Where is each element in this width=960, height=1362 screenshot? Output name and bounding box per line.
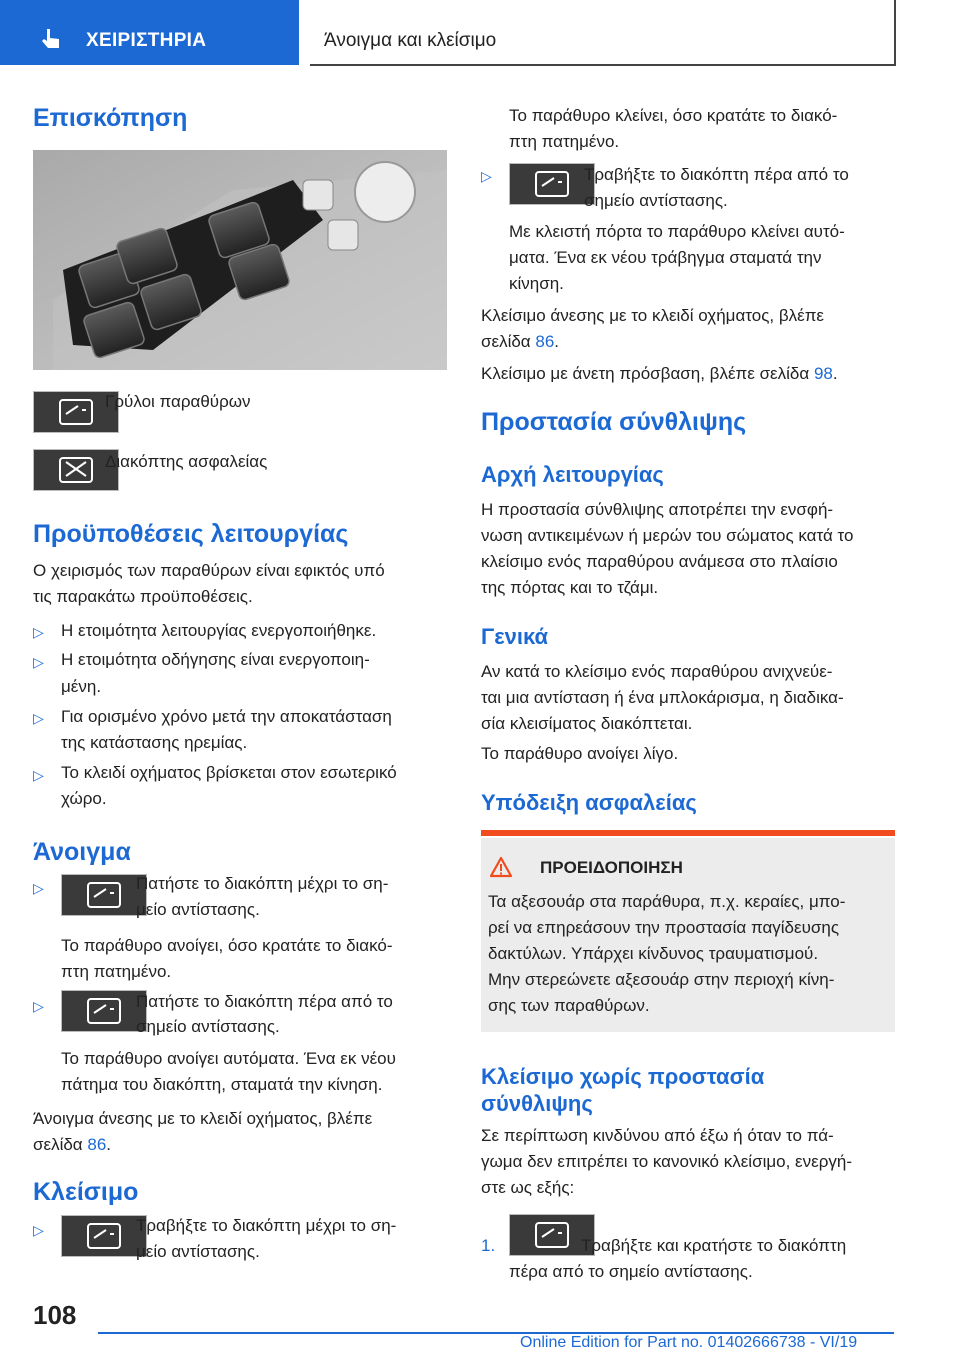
window-switch-photo — [33, 150, 447, 370]
safety-heading: Υπόδειξη ασφαλείας — [481, 790, 697, 815]
prereq-item-1: Η ετοιμότητα λειτουργίας ενεργοποιήθηκε. — [61, 621, 377, 640]
hand-pointer-icon — [38, 26, 64, 52]
prereq-item-2b: μένη. — [61, 677, 102, 696]
bullet-icon: ▷ — [481, 168, 492, 184]
step-number: 1. — [481, 1236, 496, 1255]
noprotect-text-3: στε ως εξής: — [481, 1178, 575, 1197]
opening-step1-result-a: Το παράθυρο ανοίγει, όσο κρατάτε το διακό- — [61, 936, 393, 955]
step1-text-2: πέρα από το σημείο αντίστασης. — [509, 1262, 753, 1281]
header-divider-vertical — [894, 0, 896, 66]
warning-text-4: Μην στερεώνετε αξεσουάρ στην περιοχή κίνη- — [488, 970, 835, 989]
prereq-item-4a: Το κλειδί οχήματος βρίσκεται στον εσωτερικό — [61, 763, 397, 782]
noprotect-heading-1: Κλείσιμο χωρίς προστασία — [481, 1064, 765, 1089]
general-text-4: Το παράθυρο ανοίγει λίγο. — [481, 744, 679, 763]
opening-step1-a: Πατήστε το διακόπτη μέχρι το ση- — [136, 874, 389, 893]
prereq-item-3b: της κατάστασης ηρεμίας. — [61, 733, 248, 752]
warning-text-3: δακτύλων. Υπάρχει κίνδυνος τραυματισμού. — [488, 944, 819, 963]
page-number: 108 — [33, 1300, 77, 1330]
principle-heading: Αρχή λειτουργίας — [481, 462, 664, 487]
closing-step2-b: σημείο αντίστασης. — [584, 191, 728, 210]
warning-text-1: Τα αξεσουάρ στα παράθυρα, π.χ. κεραίες, μπο- — [488, 892, 846, 911]
bullet-icon: ▷ — [33, 998, 44, 1014]
closing-step2-a: Τραβήξτε το διακόπτη πέρα από το — [584, 165, 849, 184]
opening-step1-b: μείο αντίστασης. — [136, 900, 260, 919]
window-switch-icon — [510, 164, 594, 204]
page-link-86[interactable]: 86 — [87, 1135, 107, 1154]
section-tab-label: ΧΕΙΡΙΣΤΗΡΙΑ — [86, 30, 207, 51]
bullet-icon: ▷ — [33, 767, 44, 783]
closing-step2-result-c: κίνηση. — [509, 274, 564, 293]
footer-edition: Online Edition for Part no. 01402666738 - VI/19 — [520, 1334, 858, 1351]
opening-step2-result-a: Το παράθυρο ανοίγει αυτόματα. Ένα εκ νέου — [61, 1049, 396, 1068]
closing-step1-result-b: πτη πατημένο. — [509, 132, 620, 151]
bullet-icon: ▷ — [33, 710, 44, 726]
general-text-3: σία κλεισίματος διακόπτεται. — [481, 714, 693, 733]
bullet-icon: ▷ — [33, 624, 44, 640]
window-switch-key — [61, 990, 147, 1032]
noprotect-text-2: γωμα δεν επιτρέπει το κανονικό κλείσιμο, ενεργή- — [481, 1152, 852, 1171]
keyless-close: Κλείσιμο με άνετη πρόσβαση, βλέπε σελίδα 98. — [481, 364, 838, 383]
window-switch-key — [61, 1215, 147, 1257]
warning-triangle-icon — [489, 856, 513, 878]
legend-label-window: Γρύλοι παραθύρων — [105, 392, 251, 411]
page-title: Άνοιγμα και κλείσιμο — [324, 30, 497, 51]
closing-step2-result-b: ματα. Ένα εκ νέου τράβηγμα σταματά την — [509, 248, 822, 267]
window-switch-icon — [62, 991, 146, 1031]
general-heading: Γενικά — [481, 624, 549, 649]
opening-step2-b: σημείο αντίστασης. — [136, 1017, 280, 1036]
step1-text-1: Τραβήξτε και κρατήστε το διακόπτη — [581, 1236, 847, 1255]
general-text-1: Αν κατά το κλείσιμο ενός παραθύρου ανιχνεύε- — [481, 662, 833, 681]
comfort-open-line1: Άνοιγμα άνεσης με το κλειδί οχήματος, βλέπε — [33, 1109, 373, 1128]
page-link-86[interactable]: 86 — [535, 332, 555, 351]
prereq-heading: Προϋποθέσεις λειτουργίας — [33, 520, 349, 548]
pinch-heading: Προστασία σύνθλιψης — [481, 408, 747, 436]
comfort-open-line2: σελίδα 86. — [33, 1135, 112, 1154]
general-text-2: ται μια αντίσταση ή ένα μπλοκάρισμα, η διαδικα- — [481, 688, 844, 707]
prereq-intro-1: Ο χειρισμός των παραθύρων είναι εφικτός υπό — [33, 561, 385, 580]
window-switch-icon — [62, 875, 146, 915]
noprotect-text-1: Σε περίπτωση κινδύνου από έξω ή όταν το πά- — [481, 1126, 834, 1145]
opening-step1-result-b: πτη πατημένο. — [61, 962, 172, 981]
section-tab[interactable] — [0, 0, 299, 65]
prereq-item-4b: χώρο. — [61, 789, 107, 808]
principle-text-3: κλείσιμο ενός παραθύρου ανάμεσα στο πλαίσιο — [481, 552, 838, 571]
principle-text-2: νωση αντικειμένων ή μερών του σώματος κατά το — [481, 526, 854, 545]
bullet-icon: ▷ — [33, 880, 44, 896]
window-switch-icon — [62, 1216, 146, 1256]
closing-step2-result-a: Με κλειστή πόρτα το παράθυρο κλείνει αυτό- — [509, 222, 845, 241]
opening-step2-result-b: πάτημα του διακόπτη, σταματά την κίνηση. — [61, 1075, 383, 1094]
opening-step2-a: Πατήστε το διακόπτη πέρα από το — [136, 992, 393, 1011]
prereq-item-3a: Για ορισμένο χρόνο μετά την αποκατάσταση — [61, 707, 392, 726]
closing-step1-result-a: Το παράθυρο κλείνει, όσο κρατάτε το διακό- — [509, 106, 838, 125]
opening-heading: Άνοιγμα — [33, 838, 131, 866]
window-switch-key — [509, 163, 595, 205]
warning-text-5: σης των παραθύρων. — [488, 996, 650, 1015]
closing-step1-b: μείο αντίστασης. — [136, 1242, 260, 1261]
warning-title: ΠΡΟΕΙΔΟΠΟΙΗΣΗ — [540, 858, 683, 877]
principle-text-4: της πόρτας και το τζάμι. — [481, 578, 659, 597]
comfort-close-line1: Κλείσιμο άνεσης με το κλειδί οχήματος, βλέπε — [481, 306, 825, 325]
closing-step1-a: Τραβήξτε το διακόπτη μέχρι το ση- — [136, 1216, 397, 1235]
closing-heading: Κλείσιμο — [33, 1178, 139, 1206]
warning-bar — [481, 830, 895, 836]
prereq-item-2a: Η ετοιμότητα οδήγησης είναι ενεργοποιη- — [61, 650, 370, 669]
page-link-98[interactable]: 98 — [813, 364, 833, 383]
overview-heading: Επισκόπηση — [33, 104, 188, 132]
prereq-intro-2: τις παρακάτω προϋποθέσεις. — [33, 587, 253, 606]
principle-text-1: Η προστασία σύνθλιψης αποτρέπει την ενσφή- — [481, 500, 834, 519]
bullet-icon: ▷ — [33, 1222, 44, 1238]
window-switch-key — [61, 874, 147, 916]
comfort-close-line2: σελίδα 86. — [481, 332, 560, 351]
legend-label-safety: Διακόπτης ασφαλείας — [105, 452, 268, 471]
header-divider — [310, 64, 896, 66]
warning-text-2: ρεί να επηρεάσουν την προστασία παγίδευσης — [488, 918, 840, 937]
noprotect-heading-2: σύνθλιψης — [481, 1091, 593, 1116]
bullet-icon: ▷ — [33, 654, 44, 670]
